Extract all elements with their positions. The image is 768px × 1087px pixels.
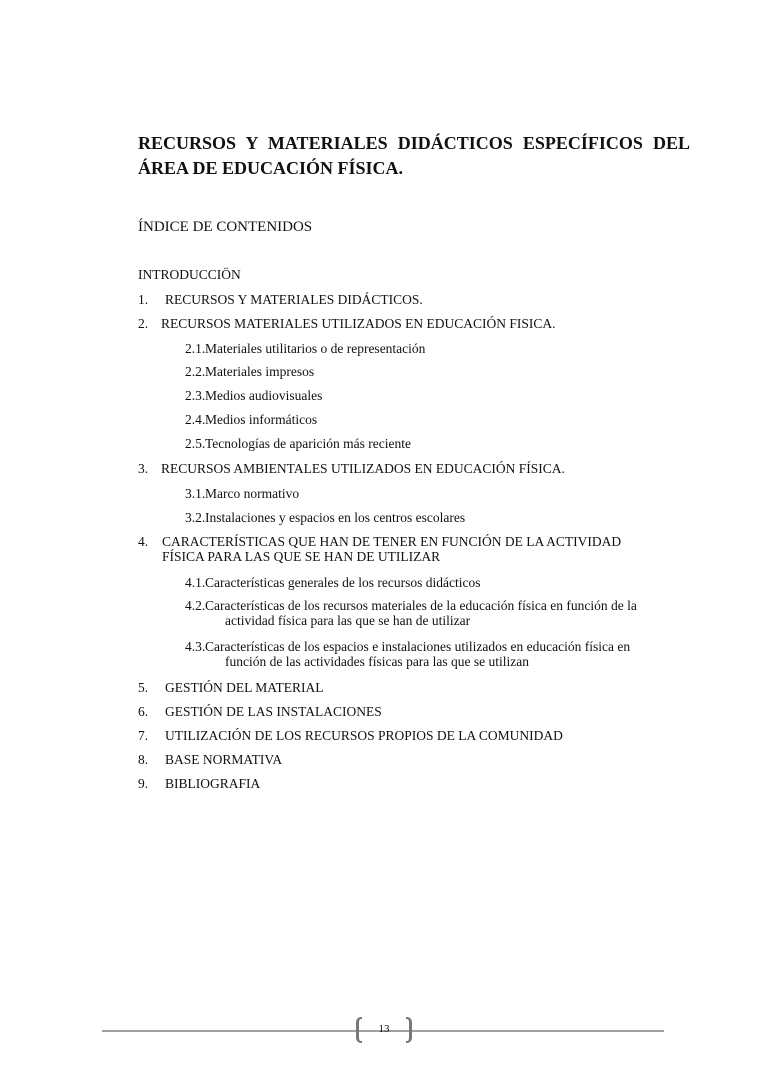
toc-text xyxy=(205,598,637,628)
right-bracket-icon xyxy=(406,1017,412,1043)
toc-number: 2. xyxy=(138,316,149,331)
toc-text-line-1: CARACTERÍSTICAS QUE HAN DE TENER EN FUNCIÓN DE LA ACTIVIDAD xyxy=(162,534,622,549)
toc-text: BIBLIOGRAFIA xyxy=(165,776,261,791)
toc-number: 2.3. xyxy=(185,388,206,403)
toc-number: 2.4. xyxy=(185,412,206,427)
toc-text: RECURSOS MATERIALES UTILIZADOS EN EDUCACIÓN FISICA. xyxy=(161,316,556,331)
toc-text-line-1: Características de los recursos materiales de la educación física en función de la xyxy=(205,598,637,613)
toc-text xyxy=(205,639,630,669)
index-heading: ÍNDICE DE CONTENIDOS xyxy=(138,219,313,235)
toc-text-line-2: FÍSICA PARA LAS QUE SE HAN DE UTILIZAR xyxy=(162,549,441,564)
toc-text: Medios informáticos xyxy=(205,412,318,427)
toc-text xyxy=(162,534,621,564)
toc-text: RECURSOS Y MATERIALES DIDÁCTICOS. xyxy=(165,292,423,307)
toc-number: 9. xyxy=(138,776,149,791)
toc-number: 2.1. xyxy=(185,341,206,356)
toc-text: Materiales utilitarios o de representación xyxy=(205,341,426,356)
toc-number: 4.2. xyxy=(185,598,206,613)
document-title xyxy=(138,131,690,181)
toc-number: 3.2. xyxy=(185,510,206,525)
toc-text: Medios audiovisuales xyxy=(205,388,323,403)
toc-text: UTILIZACIÓN DE LOS RECURSOS PROPIOS DE LA COMUNIDAD xyxy=(165,728,563,743)
toc-text: Tecnologías de aparición más reciente xyxy=(205,436,411,451)
toc-text-line-2: actividad física para las que se han de utilizar xyxy=(225,613,471,628)
toc-number: 6. xyxy=(138,704,149,719)
toc-intro xyxy=(138,267,241,282)
toc-text: RECURSOS AMBIENTALES UTILIZADOS EN EDUCACIÓN FÍSICA. xyxy=(161,461,565,476)
toc-number: 8. xyxy=(138,752,149,767)
toc-number: 5. xyxy=(138,680,149,695)
toc-number: 4. xyxy=(138,534,149,549)
toc-text: Materiales impresos xyxy=(205,364,315,379)
toc-text-line-1: Características de los espacios e instalaciones utilizados en educación física en xyxy=(205,639,631,654)
page-number-box xyxy=(356,1017,412,1043)
toc-number: 4.1. xyxy=(185,575,206,590)
toc-intro-text: INTRODUCCIÖN xyxy=(138,267,241,282)
toc-number: 2.5. xyxy=(185,436,206,451)
toc-text: GESTIÓN DEL MATERIAL xyxy=(165,680,324,695)
toc-text-line-2: función de las actividades físicas para las que se utilizan xyxy=(225,654,530,669)
toc-text: Marco normativo xyxy=(205,486,300,501)
toc-number: 7. xyxy=(138,728,149,743)
title-line-2: ÁREA DE EDUCACIÓN FÍSICA. xyxy=(138,158,404,178)
toc-number: 1. xyxy=(138,292,149,307)
toc-number: 3.1. xyxy=(185,486,206,501)
toc-text: Instalaciones y espacios en los centros escolares xyxy=(205,510,466,525)
toc-number: 3. xyxy=(138,461,149,476)
toc-text: BASE NORMATIVA xyxy=(165,752,283,767)
toc-text: GESTIÓN DE LAS INSTALACIONES xyxy=(165,704,382,719)
toc-text: Características generales de los recursos didácticos xyxy=(205,575,481,590)
page-number: 13 xyxy=(378,1023,390,1035)
toc-number: 2.2. xyxy=(185,364,206,379)
title-line-1: RECURSOS Y MATERIALES DIDÁCTICOS ESPECÍFICOS DEL xyxy=(138,133,690,153)
toc-number: 4.3. xyxy=(185,639,206,654)
